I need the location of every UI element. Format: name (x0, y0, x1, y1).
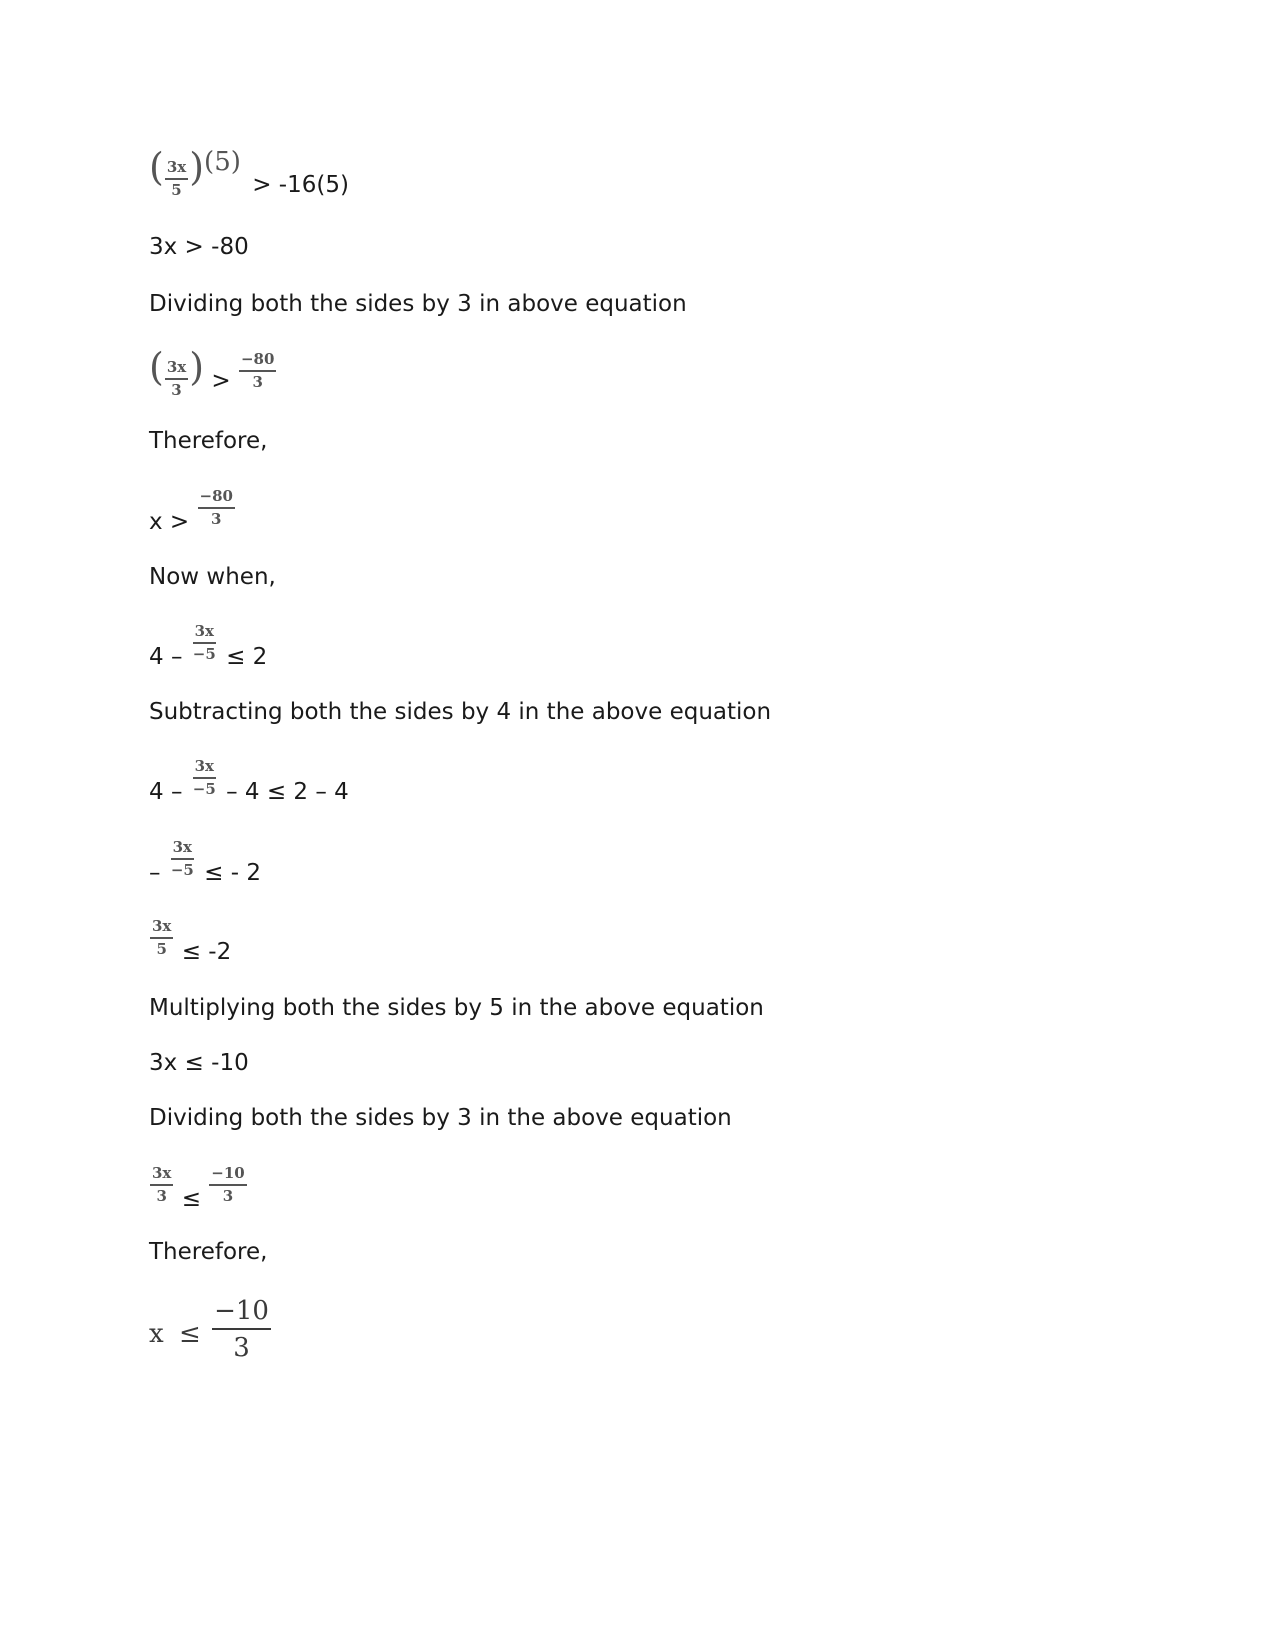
fraction-3x-over-neg5 (191, 624, 218, 662)
fraction-3x-over-3 (150, 1166, 173, 1204)
step-10-lead: 4 – (149, 779, 183, 805)
fraction-3x-over-5 (165, 160, 188, 198)
fraction-numerator: 3x (193, 759, 216, 779)
step-7-text: Now when, (149, 564, 276, 590)
fraction-denominator: 5 (156, 940, 167, 958)
fraction-numerator: 3x (165, 360, 188, 380)
step-6-equation (149, 483, 236, 534)
fraction-numerator: −80 (239, 352, 276, 372)
fraction-numerator: 3x (165, 160, 188, 180)
step-8-tail: ≤ 2 (226, 644, 268, 670)
fraction-denominator: 3 (171, 381, 182, 399)
fraction-denominator: −5 (170, 861, 194, 879)
fraction-numerator: 3x (150, 1166, 173, 1186)
step-11-lead: – (149, 860, 161, 886)
final-answer-lhs: x (149, 1319, 164, 1349)
step-10-equation (149, 753, 349, 804)
step-11-tail: ≤ - 2 (204, 860, 261, 886)
fraction-numerator: −80 (198, 489, 235, 509)
step-10-tail: – 4 ≤ 2 – 4 (226, 779, 349, 805)
fraction-denominator: 3 (233, 1333, 250, 1363)
fraction-neg10-over-3 (209, 1166, 246, 1204)
fraction-denominator: 3 (211, 510, 222, 528)
fraction-denominator: 3 (222, 1187, 234, 1205)
fraction-neg80-over-3 (239, 352, 276, 390)
right-paren: ) (189, 145, 205, 189)
step-2-text: 3x > -80 (149, 234, 249, 260)
final-answer-equation (149, 1298, 271, 1361)
left-paren: ( (149, 145, 164, 189)
fraction-numerator: −10 (212, 1298, 271, 1330)
factor-five: (5) (204, 147, 241, 177)
fraction-3x-over-5 (150, 919, 173, 957)
greater-than-sign: > (211, 368, 231, 394)
step-11-equation (149, 834, 261, 885)
step-6-lhs: x > (149, 509, 190, 535)
fraction-denominator: 3 (156, 1187, 167, 1205)
fraction-neg80-over-3 (198, 489, 235, 527)
fraction-denominator: 3 (252, 373, 263, 391)
step-14-text: 3x ≤ -10 (149, 1050, 249, 1076)
step-4-equation (149, 345, 277, 399)
fraction-numerator: −10 (209, 1166, 246, 1186)
fraction-denominator: 5 (171, 181, 182, 199)
step-17-text: Therefore, (149, 1239, 268, 1265)
step-15-text: Dividing both the sides by 3 in the above equation (149, 1105, 732, 1131)
step-1-rhs: > -16(5) (252, 172, 349, 198)
left-paren: ( (149, 345, 164, 389)
step-12-equation (149, 913, 231, 964)
step-1-equation (149, 145, 349, 199)
fraction-neg10-over-3 (212, 1298, 271, 1361)
fraction-numerator: 3x (150, 919, 173, 939)
step-5-text: Therefore, (149, 428, 268, 454)
step-12-tail: ≤ -2 (181, 939, 232, 965)
less-equal-sign: ≤ (181, 1186, 201, 1212)
fraction-3x-over-neg5 (169, 840, 196, 878)
step-9-text: Subtracting both the sides by 4 in the above equation (149, 699, 772, 725)
fraction-numerator: 3x (193, 624, 216, 644)
step-16-equation (149, 1160, 248, 1211)
step-8-lead: 4 – (149, 644, 183, 670)
fraction-3x-over-3 (165, 360, 188, 398)
fraction-3x-over-neg5 (191, 759, 218, 797)
fraction-numerator: 3x (171, 840, 194, 860)
step-13-text: Multiplying both the sides by 5 in the above equation (149, 995, 764, 1021)
less-equal-sign: ≤ (178, 1319, 201, 1349)
fraction-denominator: −5 (192, 645, 216, 663)
step-3-text: Dividing both the sides by 3 in above equation (149, 291, 687, 317)
step-8-equation (149, 618, 267, 669)
fraction-denominator: −5 (192, 780, 216, 798)
right-paren: ) (189, 345, 205, 389)
